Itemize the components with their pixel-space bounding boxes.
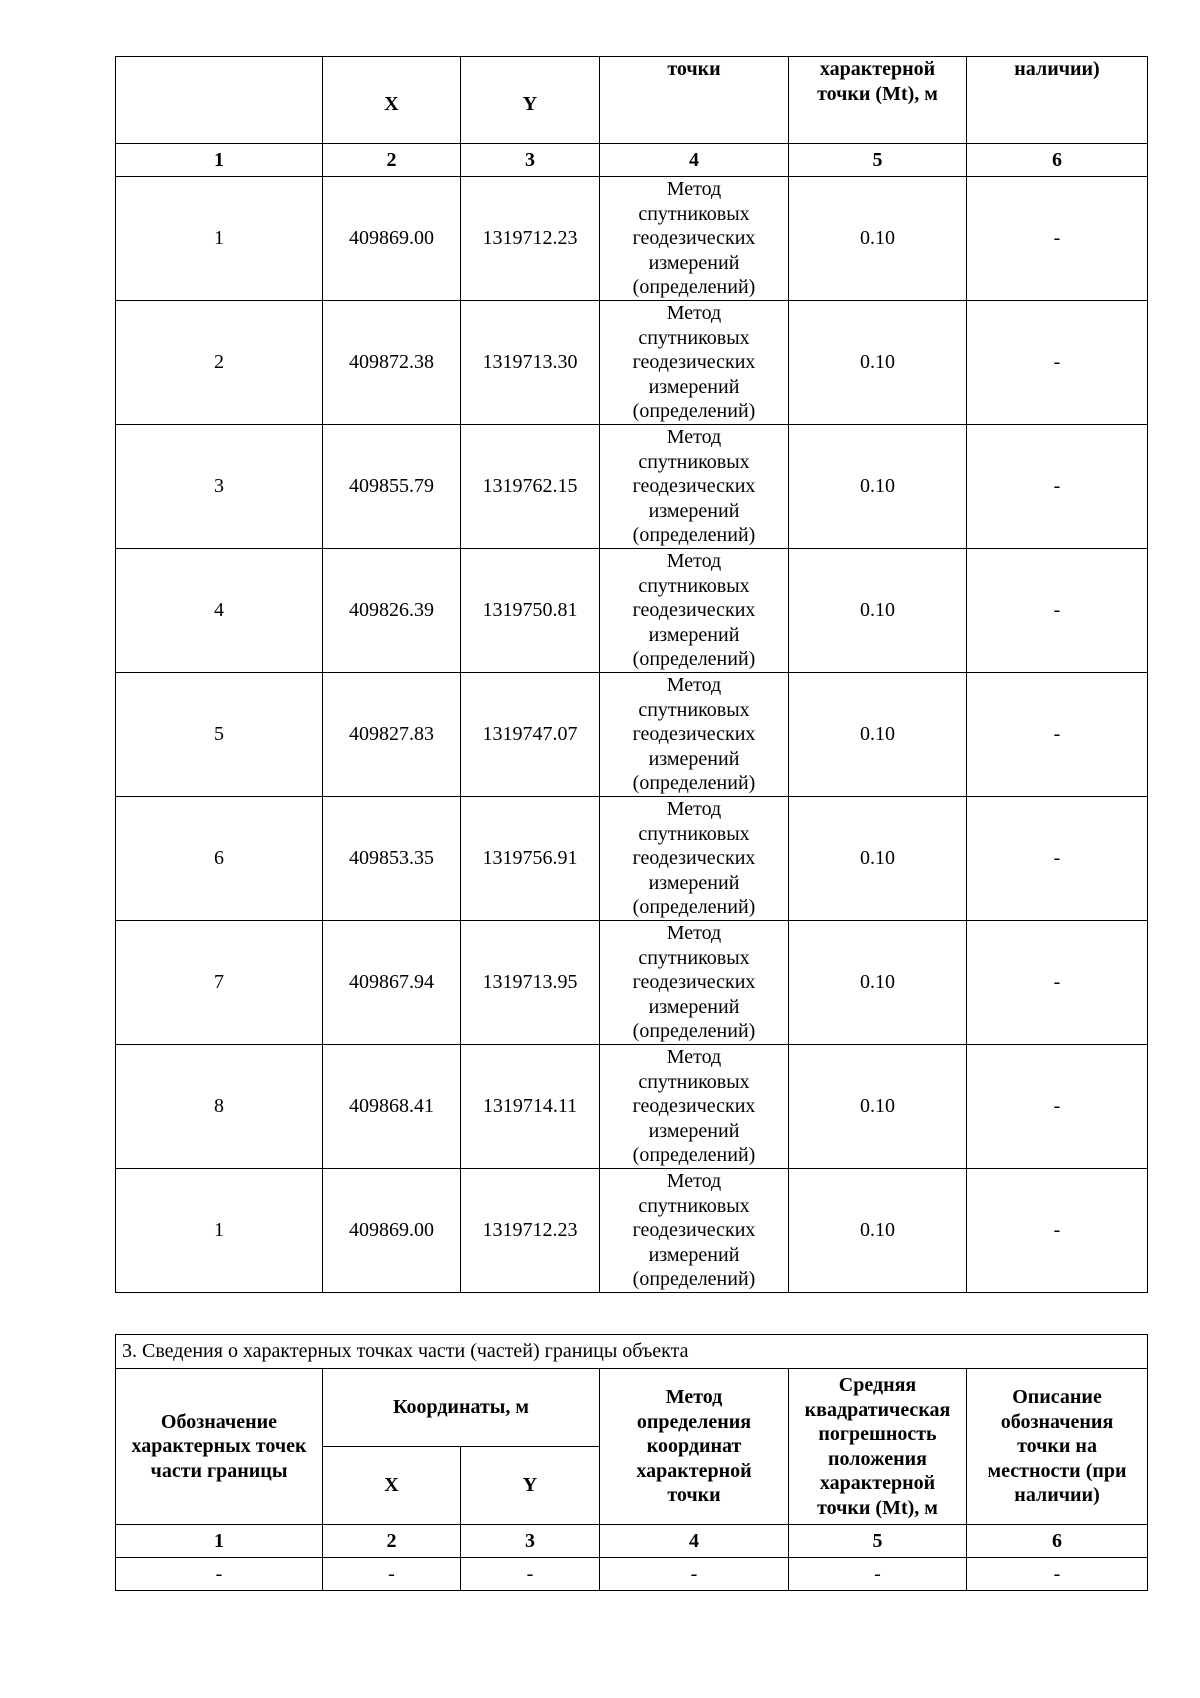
- description-cell: -: [967, 549, 1148, 673]
- table-header-row: [116, 57, 1148, 144]
- method-line: (определений): [632, 772, 756, 795]
- header-line: местности (при: [987, 1459, 1127, 1482]
- accuracy-cell: 0.10: [789, 301, 967, 425]
- point-number-cell: 6: [116, 797, 323, 921]
- method-line: Метод: [666, 178, 722, 201]
- method-cell: [600, 1045, 789, 1169]
- method-line: (определений): [632, 1144, 756, 1167]
- column-number: 1: [116, 144, 323, 177]
- table-cell: -: [116, 1558, 323, 1591]
- method-line: геодезических: [632, 227, 756, 250]
- point-number-cell: 7: [116, 921, 323, 1045]
- y-coordinate-cell: 1319712.23: [461, 177, 600, 301]
- header-cell-description: наличии): [967, 57, 1148, 144]
- table-cell: -: [967, 1558, 1148, 1591]
- method-line: геодезических: [632, 847, 756, 870]
- header-line: обозначения: [1000, 1410, 1114, 1433]
- table-row: [116, 301, 1148, 425]
- header-cell-description: [967, 1369, 1148, 1525]
- part-boundary-table: [115, 1334, 1148, 1591]
- column-number-row: [116, 144, 1148, 177]
- header-cell-method: точки: [600, 57, 789, 144]
- method-line: Метод: [666, 798, 722, 821]
- x-coordinate-cell: 409827.83: [323, 673, 461, 797]
- header-cell-x: X: [323, 1447, 461, 1525]
- method-line: Метод: [666, 922, 722, 945]
- header-line: Метод: [665, 1386, 723, 1409]
- header-line: погрешность: [818, 1423, 937, 1445]
- point-number-cell: 1: [116, 177, 323, 301]
- accuracy-cell: 0.10: [789, 425, 967, 549]
- header-line: Обозначение: [160, 1410, 278, 1433]
- method-cell: [600, 549, 789, 673]
- description-cell: -: [967, 797, 1148, 921]
- method-line: (определений): [632, 648, 756, 671]
- header-cell-point: [116, 57, 323, 144]
- method-cell: [600, 301, 789, 425]
- method-line: Метод: [666, 674, 722, 697]
- table-row: [116, 797, 1148, 921]
- point-number-cell: 8: [116, 1045, 323, 1169]
- table-row: [116, 673, 1148, 797]
- header-line: квадратическая: [804, 1398, 951, 1421]
- column-number: 2: [323, 1525, 461, 1558]
- point-number-cell: 4: [116, 549, 323, 673]
- accuracy-cell: 0.10: [789, 1169, 967, 1293]
- y-coordinate-cell: 1319756.91: [461, 797, 600, 921]
- accuracy-cell: 0.10: [789, 549, 967, 673]
- description-cell: -: [967, 1045, 1148, 1169]
- method-cell: [600, 797, 789, 921]
- table-cell: -: [323, 1558, 461, 1591]
- method-line: (определений): [632, 1020, 756, 1043]
- method-line: спутниковых: [638, 450, 750, 473]
- table-cell: -: [600, 1558, 789, 1591]
- table-row: [116, 921, 1148, 1045]
- method-cell: [600, 1169, 789, 1293]
- header-line: характерной: [636, 1459, 752, 1482]
- header-line: Средняя: [838, 1374, 917, 1396]
- header-line: наличии): [1014, 1484, 1100, 1507]
- method-line: Метод: [666, 302, 722, 325]
- table-row: [116, 1169, 1148, 1293]
- header-line: характерных точек: [131, 1435, 307, 1458]
- y-coordinate-cell: 1319714.11: [461, 1045, 600, 1169]
- y-coordinate-cell: 1319750.81: [461, 549, 600, 673]
- method-cell: [600, 673, 789, 797]
- method-line: геодезических: [632, 1219, 756, 1242]
- accuracy-cell: 0.10: [789, 797, 967, 921]
- accuracy-cell: 0.10: [789, 673, 967, 797]
- method-line: измерений: [648, 871, 740, 894]
- method-line: спутниковых: [638, 822, 750, 845]
- table-caption-row: [116, 1335, 1148, 1369]
- x-coordinate-cell: 409869.00: [323, 177, 461, 301]
- accuracy-cell: 0.10: [789, 1045, 967, 1169]
- description-cell: -: [967, 673, 1148, 797]
- x-coordinate-cell: 409869.00: [323, 1169, 461, 1293]
- header-line: точки: [667, 1484, 721, 1507]
- table-cell: -: [461, 1558, 600, 1591]
- method-line: измерений: [648, 251, 740, 274]
- method-line: спутниковых: [638, 574, 750, 597]
- method-line: Метод: [666, 1046, 722, 1069]
- table-row: [116, 425, 1148, 549]
- point-number-cell: 2: [116, 301, 323, 425]
- x-coordinate-cell: 409826.39: [323, 549, 461, 673]
- method-line: геодезических: [632, 971, 756, 994]
- x-coordinate-cell: 409853.35: [323, 797, 461, 921]
- method-line: измерений: [648, 375, 740, 398]
- x-coordinate-cell: 409867.94: [323, 921, 461, 1045]
- header-line: части границы: [150, 1459, 288, 1482]
- description-cell: -: [967, 1169, 1148, 1293]
- header-cell-accuracy: [789, 57, 967, 144]
- column-number: 5: [789, 1525, 967, 1558]
- column-number: 1: [116, 1525, 323, 1558]
- method-line: измерений: [648, 747, 740, 770]
- header-cell-accuracy: [789, 1369, 967, 1525]
- table-row: [116, 177, 1148, 301]
- method-line: Метод: [666, 1170, 722, 1193]
- header-line: характерной: [819, 1472, 936, 1494]
- accuracy-cell: 0.10: [789, 921, 967, 1045]
- coordinates-table-body: [116, 177, 1148, 1293]
- method-line: геодезических: [632, 475, 756, 498]
- header-line: определения: [636, 1410, 752, 1433]
- method-line: (определений): [632, 276, 756, 299]
- method-line: измерений: [648, 1243, 740, 1266]
- method-cell: [600, 921, 789, 1045]
- header-cell-point: [116, 1369, 323, 1525]
- accuracy-cell: 0.10: [789, 177, 967, 301]
- method-line: геодезических: [632, 351, 756, 374]
- table-header-row: [116, 1369, 1148, 1447]
- method-line: спутниковых: [638, 1194, 750, 1217]
- method-line: (определений): [632, 524, 756, 547]
- method-line: Метод: [666, 426, 722, 449]
- method-line: спутниковых: [638, 202, 750, 225]
- column-number: 6: [967, 1525, 1148, 1558]
- column-number: 6: [967, 144, 1148, 177]
- y-coordinate-cell: 1319712.23: [461, 1169, 600, 1293]
- method-line: (определений): [632, 400, 756, 423]
- table-row: [116, 1045, 1148, 1169]
- description-cell: -: [967, 425, 1148, 549]
- column-number: 3: [461, 1525, 600, 1558]
- header-line: точки на: [1017, 1435, 1097, 1458]
- method-line: измерений: [648, 995, 740, 1018]
- y-coordinate-cell: 1319762.15: [461, 425, 600, 549]
- method-line: геодезических: [632, 1095, 756, 1118]
- column-number: 5: [789, 144, 967, 177]
- x-coordinate-cell: 409872.38: [323, 301, 461, 425]
- method-line: (определений): [632, 896, 756, 919]
- y-coordinate-cell: 1319713.95: [461, 921, 600, 1045]
- table-cell: -: [789, 1558, 967, 1591]
- x-coordinate-cell: 409868.41: [323, 1045, 461, 1169]
- method-cell: [600, 177, 789, 301]
- column-number: 2: [323, 144, 461, 177]
- column-number: 3: [461, 144, 600, 177]
- method-cell: [600, 425, 789, 549]
- header-cell-method: [600, 1369, 789, 1525]
- header-cell-coordinates: Координаты, м: [323, 1369, 600, 1447]
- column-number-row: [116, 1525, 1148, 1558]
- method-line: геодезических: [632, 723, 756, 746]
- description-cell: -: [967, 301, 1148, 425]
- method-line: Метод: [666, 550, 722, 573]
- point-number-cell: 3: [116, 425, 323, 549]
- header-line: точки (Mt), м: [817, 82, 938, 105]
- header-line: положения: [828, 1447, 927, 1470]
- description-cell: -: [967, 177, 1148, 301]
- header-cell-x: X: [323, 57, 461, 144]
- column-number: 4: [600, 144, 789, 177]
- header-line: точки (Mt), м: [817, 1496, 938, 1519]
- method-line: измерений: [648, 623, 740, 646]
- point-number-cell: 5: [116, 673, 323, 797]
- method-line: измерений: [648, 499, 740, 522]
- header-line: Описание: [1012, 1386, 1102, 1409]
- header-cell-y: Y: [461, 1447, 600, 1525]
- column-number: 4: [600, 1525, 789, 1558]
- method-line: спутниковых: [638, 326, 750, 349]
- method-line: (определений): [632, 1268, 756, 1291]
- section-caption: 3. Сведения о характерных точках части (частей) границы объекта: [116, 1335, 1148, 1369]
- description-cell: -: [967, 921, 1148, 1045]
- table-row: [116, 549, 1148, 673]
- x-coordinate-cell: 409855.79: [323, 425, 461, 549]
- y-coordinate-cell: 1319713.30: [461, 301, 600, 425]
- point-number-cell: 1: [116, 1169, 323, 1293]
- method-line: спутниковых: [638, 946, 750, 969]
- table-row: [116, 1558, 1148, 1591]
- header-cell-y: Y: [461, 57, 600, 144]
- method-line: спутниковых: [638, 1070, 750, 1093]
- method-line: геодезических: [632, 599, 756, 622]
- method-line: измерений: [648, 1119, 740, 1142]
- header-line: характерной: [819, 58, 936, 80]
- coordinates-table: [115, 56, 1148, 1293]
- header-line: координат: [646, 1435, 742, 1458]
- y-coordinate-cell: 1319747.07: [461, 673, 600, 797]
- method-line: спутниковых: [638, 698, 750, 721]
